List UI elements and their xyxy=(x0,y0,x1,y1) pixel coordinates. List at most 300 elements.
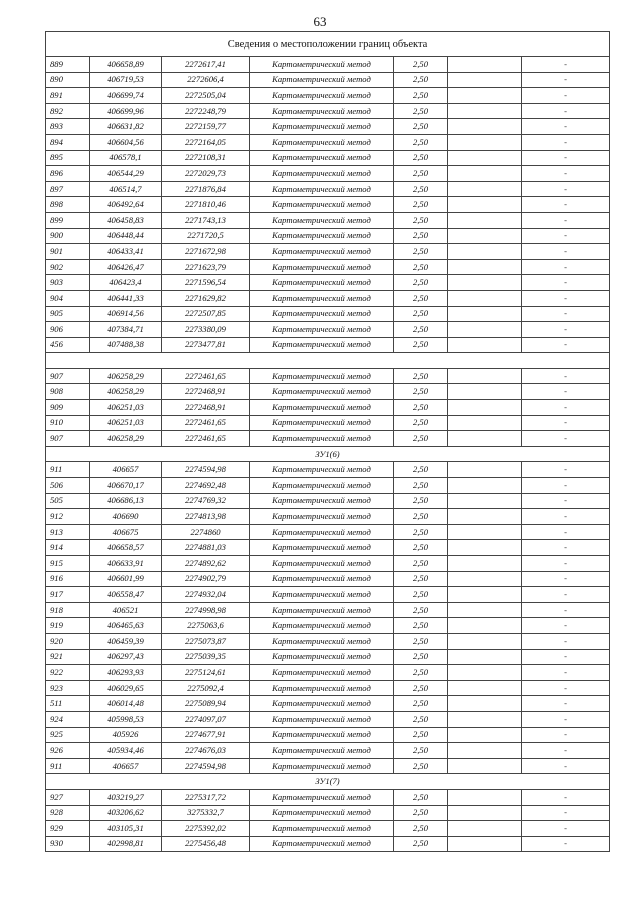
method-cell: Картометрический метод xyxy=(250,103,394,119)
x-coordinate-cell: 406293,93 xyxy=(90,665,162,681)
x-coordinate-cell: 406719,53 xyxy=(90,72,162,88)
table-row xyxy=(46,727,610,743)
method-cell: Картометрический метод xyxy=(250,649,394,665)
method-cell: Картометрический метод xyxy=(250,212,394,228)
table-row xyxy=(46,290,610,306)
accuracy-cell: 2,50 xyxy=(394,789,448,805)
point-number-cell: 921 xyxy=(46,649,90,665)
note-cell: - xyxy=(522,57,610,73)
blank-cell xyxy=(448,259,522,275)
table-row xyxy=(46,228,610,244)
point-number-cell: 894 xyxy=(46,134,90,150)
y-coordinate-cell: 2275317,72 xyxy=(162,789,250,805)
table-row xyxy=(46,415,610,431)
accuracy-cell: 2,50 xyxy=(394,337,448,353)
y-coordinate-cell: 2275063,6 xyxy=(162,618,250,634)
point-number-cell: 903 xyxy=(46,275,90,291)
y-coordinate-cell: 2274097,07 xyxy=(162,711,250,727)
x-coordinate-cell: 406433,41 xyxy=(90,244,162,260)
x-coordinate-cell: 406258,29 xyxy=(90,431,162,447)
point-number-cell: 914 xyxy=(46,540,90,556)
y-coordinate-cell: 2275073,87 xyxy=(162,633,250,649)
accuracy-cell: 2,50 xyxy=(394,836,448,852)
blank-cell xyxy=(448,431,522,447)
accuracy-cell: 2,50 xyxy=(394,524,448,540)
y-coordinate-cell: 2271810,46 xyxy=(162,197,250,213)
table-row xyxy=(46,509,610,525)
accuracy-cell: 2,50 xyxy=(394,618,448,634)
method-cell: Картометрический метод xyxy=(250,259,394,275)
note-cell: - xyxy=(522,680,610,696)
x-coordinate-cell: 402998,81 xyxy=(90,836,162,852)
x-coordinate-cell: 406465,63 xyxy=(90,618,162,634)
y-coordinate-cell: 2273477,81 xyxy=(162,337,250,353)
y-coordinate-cell: 2272507,85 xyxy=(162,306,250,322)
method-cell: Картометрический метод xyxy=(250,368,394,384)
separator-cell xyxy=(46,353,610,369)
table-row xyxy=(46,337,610,353)
note-cell: - xyxy=(522,322,610,338)
note-cell: - xyxy=(522,431,610,447)
method-cell: Картометрический метод xyxy=(250,462,394,478)
y-coordinate-cell: 2275089,94 xyxy=(162,696,250,712)
table-row xyxy=(46,322,610,338)
y-coordinate-cell: 2275392,02 xyxy=(162,821,250,837)
blank-cell xyxy=(448,711,522,727)
point-number-cell: 929 xyxy=(46,821,90,837)
blank-cell xyxy=(448,540,522,556)
method-cell: Картометрический метод xyxy=(250,228,394,244)
blank-cell xyxy=(448,119,522,135)
accuracy-cell: 2,50 xyxy=(394,743,448,759)
method-cell: Картометрический метод xyxy=(250,509,394,525)
accuracy-cell: 2,50 xyxy=(394,166,448,182)
method-cell: Картометрический метод xyxy=(250,727,394,743)
note-cell: - xyxy=(522,696,610,712)
note-cell: - xyxy=(522,103,610,119)
x-coordinate-cell: 406459,39 xyxy=(90,633,162,649)
note-cell: - xyxy=(522,556,610,572)
table-row xyxy=(46,493,610,509)
method-cell: Картометрический метод xyxy=(250,618,394,634)
accuracy-cell: 2,50 xyxy=(394,758,448,774)
table-row xyxy=(46,743,610,759)
x-coordinate-cell: 407488,38 xyxy=(90,337,162,353)
blank-cell xyxy=(448,275,522,291)
point-number-cell: 915 xyxy=(46,556,90,572)
x-coordinate-cell: 406014,48 xyxy=(90,696,162,712)
accuracy-cell: 2,50 xyxy=(394,665,448,681)
method-cell: Картометрический метод xyxy=(250,181,394,197)
y-coordinate-cell: 2275456,48 xyxy=(162,836,250,852)
blank-cell xyxy=(448,322,522,338)
blank-cell xyxy=(448,103,522,119)
note-cell: - xyxy=(522,400,610,416)
point-number-cell: 456 xyxy=(46,337,90,353)
method-cell: Картометрический метод xyxy=(250,244,394,260)
blank-cell xyxy=(448,571,522,587)
table-row xyxy=(46,275,610,291)
page-number: 63 xyxy=(313,14,327,29)
blank-cell xyxy=(448,166,522,182)
note-cell: - xyxy=(522,462,610,478)
x-coordinate-cell: 406670,17 xyxy=(90,478,162,494)
boundary-coordinates-table xyxy=(45,31,610,852)
point-number-cell: 896 xyxy=(46,166,90,182)
point-number-cell: 891 xyxy=(46,88,90,104)
table-row xyxy=(46,649,610,665)
x-coordinate-cell: 406657 xyxy=(90,758,162,774)
table-row xyxy=(46,836,610,852)
accuracy-cell: 2,50 xyxy=(394,384,448,400)
point-number-cell: 895 xyxy=(46,150,90,166)
note-cell: - xyxy=(522,368,610,384)
method-cell: Картометрический метод xyxy=(250,711,394,727)
table-row xyxy=(46,556,610,572)
point-number-cell: 910 xyxy=(46,415,90,431)
accuracy-cell: 2,50 xyxy=(394,415,448,431)
note-cell: - xyxy=(522,665,610,681)
note-cell: - xyxy=(522,836,610,852)
x-coordinate-cell: 406251,03 xyxy=(90,400,162,416)
method-cell: Картометрический метод xyxy=(250,696,394,712)
point-number-cell: 923 xyxy=(46,680,90,696)
blank-cell xyxy=(448,727,522,743)
note-cell: - xyxy=(522,587,610,603)
table-row xyxy=(46,805,610,821)
y-coordinate-cell: 2271629,82 xyxy=(162,290,250,306)
blank-cell xyxy=(448,680,522,696)
y-coordinate-cell: 2272108,31 xyxy=(162,150,250,166)
x-coordinate-cell: 406521 xyxy=(90,602,162,618)
method-cell: Картометрический метод xyxy=(250,400,394,416)
y-coordinate-cell: 2271596,54 xyxy=(162,275,250,291)
accuracy-cell: 2,50 xyxy=(394,322,448,338)
blank-cell xyxy=(448,805,522,821)
blank-cell xyxy=(448,524,522,540)
point-number-cell: 905 xyxy=(46,306,90,322)
table-row xyxy=(46,540,610,556)
blank-cell xyxy=(448,57,522,73)
point-number-cell: 908 xyxy=(46,384,90,400)
point-number-cell: 906 xyxy=(46,322,90,338)
point-number-cell: 926 xyxy=(46,743,90,759)
accuracy-cell: 2,50 xyxy=(394,150,448,166)
y-coordinate-cell: 2274692,48 xyxy=(162,478,250,494)
blank-cell xyxy=(448,134,522,150)
point-number-cell: 918 xyxy=(46,602,90,618)
note-cell: - xyxy=(522,212,610,228)
table-row xyxy=(46,587,610,603)
point-number-cell: 913 xyxy=(46,524,90,540)
y-coordinate-cell: 2272164,05 xyxy=(162,134,250,150)
table-row xyxy=(46,696,610,712)
accuracy-cell: 2,50 xyxy=(394,400,448,416)
accuracy-cell: 2,50 xyxy=(394,103,448,119)
blank-cell xyxy=(448,836,522,852)
point-number-cell: 893 xyxy=(46,119,90,135)
method-cell: Картометрический метод xyxy=(250,197,394,213)
method-cell: Картометрический метод xyxy=(250,633,394,649)
table-row xyxy=(46,524,610,540)
table-row xyxy=(46,711,610,727)
blank-cell xyxy=(448,556,522,572)
method-cell: Картометрический метод xyxy=(250,478,394,494)
blank-cell xyxy=(448,337,522,353)
table-row xyxy=(46,259,610,275)
blank-cell xyxy=(448,696,522,712)
blank-cell xyxy=(448,228,522,244)
accuracy-cell: 2,50 xyxy=(394,212,448,228)
accuracy-cell: 2,50 xyxy=(394,727,448,743)
x-coordinate-cell: 406558,47 xyxy=(90,587,162,603)
x-coordinate-cell: 405934,46 xyxy=(90,743,162,759)
accuracy-cell: 2,50 xyxy=(394,805,448,821)
y-coordinate-cell: 2275039,35 xyxy=(162,649,250,665)
y-coordinate-cell: 2272468,91 xyxy=(162,400,250,416)
table-row xyxy=(46,821,610,837)
method-cell: Картометрический метод xyxy=(250,72,394,88)
point-number-cell: 899 xyxy=(46,212,90,228)
y-coordinate-cell: 2272461,65 xyxy=(162,431,250,447)
note-cell: - xyxy=(522,711,610,727)
table-row xyxy=(46,602,610,618)
point-number-cell: 911 xyxy=(46,462,90,478)
accuracy-cell: 2,50 xyxy=(394,181,448,197)
y-coordinate-cell: 2274676,03 xyxy=(162,743,250,759)
method-cell: Картометрический метод xyxy=(250,571,394,587)
method-cell: Картометрический метод xyxy=(250,821,394,837)
accuracy-cell: 2,50 xyxy=(394,633,448,649)
blank-cell xyxy=(448,509,522,525)
x-coordinate-cell: 406448,44 xyxy=(90,228,162,244)
y-coordinate-cell: 2271672,98 xyxy=(162,244,250,260)
method-cell: Картометрический метод xyxy=(250,602,394,618)
x-coordinate-cell: 407384,71 xyxy=(90,322,162,338)
x-coordinate-cell: 406441,33 xyxy=(90,290,162,306)
x-coordinate-cell: 406492,64 xyxy=(90,197,162,213)
x-coordinate-cell: 406297,43 xyxy=(90,649,162,665)
y-coordinate-cell: 2274881,03 xyxy=(162,540,250,556)
note-cell: - xyxy=(522,618,610,634)
x-coordinate-cell: 406601,99 xyxy=(90,571,162,587)
blank-cell xyxy=(448,72,522,88)
blank-cell xyxy=(448,821,522,837)
method-cell: Картометрический метод xyxy=(250,743,394,759)
section-label: ЗУ1(6) xyxy=(46,446,610,462)
note-cell: - xyxy=(522,727,610,743)
section-header-row xyxy=(46,446,610,462)
x-coordinate-cell: 406029,65 xyxy=(90,680,162,696)
accuracy-cell: 2,50 xyxy=(394,821,448,837)
blank-cell xyxy=(448,384,522,400)
x-coordinate-cell: 406258,29 xyxy=(90,368,162,384)
point-number-cell: 911 xyxy=(46,758,90,774)
note-cell: - xyxy=(522,134,610,150)
accuracy-cell: 2,50 xyxy=(394,244,448,260)
point-number-cell: 930 xyxy=(46,836,90,852)
point-number-cell: 907 xyxy=(46,368,90,384)
method-cell: Картометрический метод xyxy=(250,665,394,681)
y-coordinate-cell: 2272606,4 xyxy=(162,72,250,88)
table-row xyxy=(46,478,610,494)
x-coordinate-cell: 406258,29 xyxy=(90,384,162,400)
blank-cell xyxy=(448,306,522,322)
note-cell: - xyxy=(522,633,610,649)
method-cell: Картометрический метод xyxy=(250,493,394,509)
x-coordinate-cell: 405926 xyxy=(90,727,162,743)
x-coordinate-cell: 406686,13 xyxy=(90,493,162,509)
note-cell: - xyxy=(522,493,610,509)
table-row xyxy=(46,103,610,119)
table-row xyxy=(46,789,610,805)
point-number-cell: 889 xyxy=(46,57,90,73)
blank-cell xyxy=(448,587,522,603)
method-cell: Картометрический метод xyxy=(250,524,394,540)
y-coordinate-cell: 2272159,77 xyxy=(162,119,250,135)
note-cell: - xyxy=(522,789,610,805)
point-number-cell: 897 xyxy=(46,181,90,197)
method-cell: Картометрический метод xyxy=(250,306,394,322)
method-cell: Картометрический метод xyxy=(250,119,394,135)
y-coordinate-cell: 2274594,98 xyxy=(162,462,250,478)
accuracy-cell: 2,50 xyxy=(394,509,448,525)
accuracy-cell: 2,50 xyxy=(394,368,448,384)
method-cell: Картометрический метод xyxy=(250,431,394,447)
y-coordinate-cell: 2274860 xyxy=(162,524,250,540)
note-cell: - xyxy=(522,166,610,182)
note-cell: - xyxy=(522,306,610,322)
x-coordinate-cell: 406657 xyxy=(90,462,162,478)
table-row xyxy=(46,181,610,197)
note-cell: - xyxy=(522,743,610,759)
accuracy-cell: 2,50 xyxy=(394,571,448,587)
accuracy-cell: 2,50 xyxy=(394,602,448,618)
note-cell: - xyxy=(522,259,610,275)
note-cell: - xyxy=(522,821,610,837)
blank-cell xyxy=(448,415,522,431)
method-cell: Картометрический метод xyxy=(250,57,394,73)
point-number-cell: 904 xyxy=(46,290,90,306)
accuracy-cell: 2,50 xyxy=(394,228,448,244)
separator-row xyxy=(46,353,610,369)
y-coordinate-cell: 2272468,91 xyxy=(162,384,250,400)
point-number-cell: 920 xyxy=(46,633,90,649)
accuracy-cell: 2,50 xyxy=(394,431,448,447)
method-cell: Картометрический метод xyxy=(250,805,394,821)
table-row xyxy=(46,150,610,166)
accuracy-cell: 2,50 xyxy=(394,680,448,696)
x-coordinate-cell: 406914,56 xyxy=(90,306,162,322)
point-number-cell: 925 xyxy=(46,727,90,743)
table-row xyxy=(46,134,610,150)
y-coordinate-cell: 2272461,65 xyxy=(162,368,250,384)
blank-cell xyxy=(448,181,522,197)
point-number-cell: 898 xyxy=(46,197,90,213)
blank-cell xyxy=(448,244,522,260)
section-header-row xyxy=(46,774,610,790)
y-coordinate-cell: 2272617,41 xyxy=(162,57,250,73)
y-coordinate-cell: 2274677,91 xyxy=(162,727,250,743)
y-coordinate-cell: 2271720,5 xyxy=(162,228,250,244)
table-row xyxy=(46,88,610,104)
table-row xyxy=(46,244,610,260)
blank-cell xyxy=(448,368,522,384)
y-coordinate-cell: 2272029,73 xyxy=(162,166,250,182)
accuracy-cell: 2,50 xyxy=(394,540,448,556)
x-coordinate-cell: 406699,74 xyxy=(90,88,162,104)
table-row xyxy=(46,400,610,416)
y-coordinate-cell: 2274892,62 xyxy=(162,556,250,572)
table-row xyxy=(46,119,610,135)
y-coordinate-cell: 2271876,84 xyxy=(162,181,250,197)
x-coordinate-cell: 406426,47 xyxy=(90,259,162,275)
x-coordinate-cell: 406675 xyxy=(90,524,162,540)
note-cell: - xyxy=(522,758,610,774)
method-cell: Картометрический метод xyxy=(250,134,394,150)
x-coordinate-cell: 406633,91 xyxy=(90,556,162,572)
y-coordinate-cell: 2271623,79 xyxy=(162,259,250,275)
note-cell: - xyxy=(522,275,610,291)
blank-cell xyxy=(448,602,522,618)
accuracy-cell: 2,50 xyxy=(394,197,448,213)
note-cell: - xyxy=(522,244,610,260)
blank-cell xyxy=(448,743,522,759)
note-cell: - xyxy=(522,649,610,665)
accuracy-cell: 2,50 xyxy=(394,478,448,494)
point-number-cell: 506 xyxy=(46,478,90,494)
y-coordinate-cell: 2272505,04 xyxy=(162,88,250,104)
section-label: ЗУ1(7) xyxy=(46,774,610,790)
x-coordinate-cell: 405998,53 xyxy=(90,711,162,727)
blank-cell xyxy=(448,649,522,665)
note-cell: - xyxy=(522,228,610,244)
accuracy-cell: 2,50 xyxy=(394,72,448,88)
accuracy-cell: 2,50 xyxy=(394,587,448,603)
point-number-cell: 912 xyxy=(46,509,90,525)
table-row xyxy=(46,571,610,587)
method-cell: Картометрический метод xyxy=(250,290,394,306)
x-coordinate-cell: 406658,57 xyxy=(90,540,162,556)
blank-cell xyxy=(448,290,522,306)
accuracy-cell: 2,50 xyxy=(394,306,448,322)
method-cell: Картометрический метод xyxy=(250,540,394,556)
table-row xyxy=(46,633,610,649)
x-coordinate-cell: 406578,1 xyxy=(90,150,162,166)
accuracy-cell: 2,50 xyxy=(394,57,448,73)
y-coordinate-cell: 2274902,79 xyxy=(162,571,250,587)
y-coordinate-cell: 2274769,32 xyxy=(162,493,250,509)
y-coordinate-cell: 2272248,79 xyxy=(162,103,250,119)
x-coordinate-cell: 403219,27 xyxy=(90,789,162,805)
method-cell: Картометрический метод xyxy=(250,680,394,696)
accuracy-cell: 2,50 xyxy=(394,259,448,275)
method-cell: Картометрический метод xyxy=(250,384,394,400)
note-cell: - xyxy=(522,805,610,821)
blank-cell xyxy=(448,789,522,805)
accuracy-cell: 2,50 xyxy=(394,696,448,712)
point-number-cell: 928 xyxy=(46,805,90,821)
note-cell: - xyxy=(522,197,610,213)
accuracy-cell: 2,50 xyxy=(394,88,448,104)
x-coordinate-cell: 406658,89 xyxy=(90,57,162,73)
table-row xyxy=(46,166,610,182)
point-number-cell: 924 xyxy=(46,711,90,727)
y-coordinate-cell: 2275092,4 xyxy=(162,680,250,696)
accuracy-cell: 2,50 xyxy=(394,493,448,509)
point-number-cell: 902 xyxy=(46,259,90,275)
y-coordinate-cell: 2272461,65 xyxy=(162,415,250,431)
